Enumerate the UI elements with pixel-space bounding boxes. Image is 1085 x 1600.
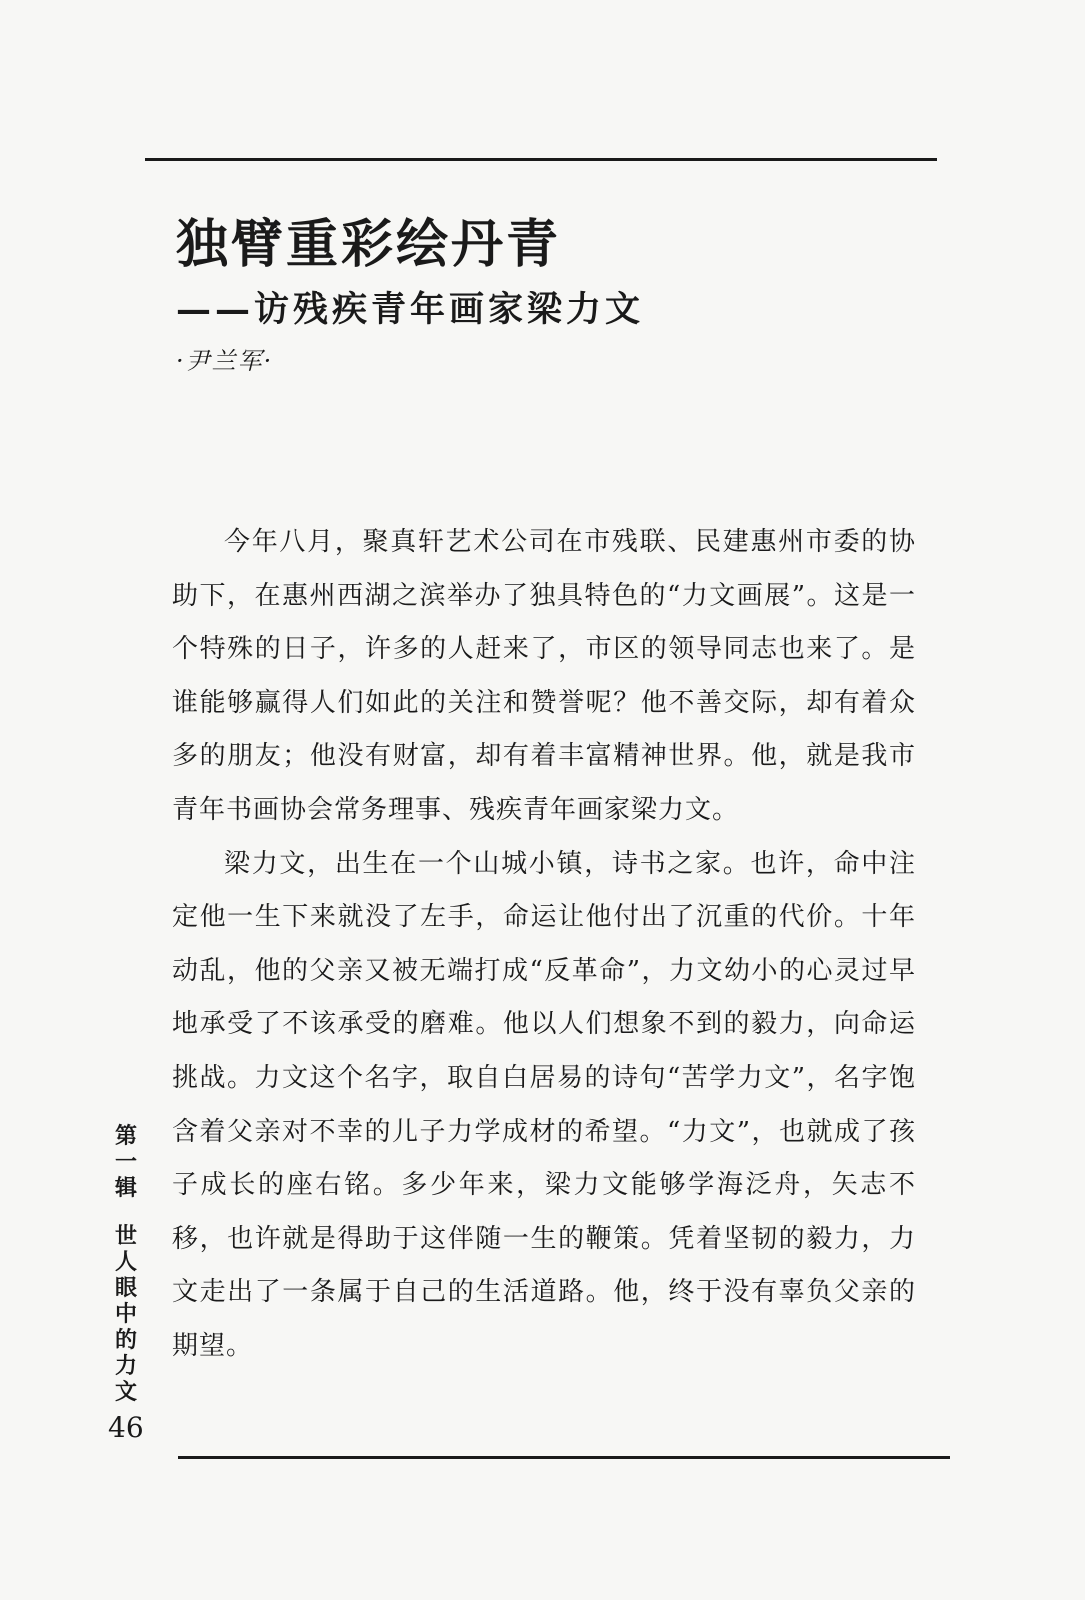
bottom-rule bbox=[178, 1456, 950, 1459]
top-rule bbox=[145, 158, 937, 161]
section-title: 世人眼中的力文 bbox=[114, 1224, 137, 1405]
article-title: 独臂重彩绘丹青 bbox=[176, 215, 562, 275]
body-paragraph: 梁力文，出生在一个山城小镇，诗书之家。也许，命中注定他一生下来就没了左手，命运让他付出了沉重的代价。十年动乱，他的父亲又被无端打成“反革命”，力文幼小的心灵过早地承受了不该承受的磨难。他以人们想象不到的毅力，向命运挑战。力文这个名字，取自白居易的诗句“苦学力文”，名字饱含着父亲对不幸的儿子力学成材的希望。“力文”，也就成了孩子成长的座右铭。多少年来，梁力文能够学海泛舟，矢志不移，也许就是得助于这伴随一生的鞭策。凭着坚韧的毅力，力文走出了一条属于自己的生活道路。他，终于没有辜负父亲的期望。 bbox=[172, 848, 916, 1361]
article-author: ·尹兰军· bbox=[176, 347, 274, 375]
section-number: 第一辑 bbox=[114, 1124, 137, 1201]
article-subtitle: ——访残疾青年画家梁力文 bbox=[176, 289, 645, 330]
section-label bbox=[112, 1124, 140, 1406]
body-paragraph: 今年八月，聚真轩艺术公司在市残联、民建惠州市委的协助下，在惠州西湖之滨举办了独具特色的“力文画展”。这是一个特殊的日子，许多的人赶来了，市区的领导同志也来了。是谁能够赢得人们如此的关注和赞誉呢？他不善交际，却有着众多的朋友；他没有财富，却有着丰富精神世界。他，就是我市青年书画协会常务理事、残疾青年画家梁力文。 bbox=[172, 527, 916, 825]
article-body bbox=[172, 516, 916, 1374]
page-number: 46 bbox=[108, 1411, 144, 1444]
